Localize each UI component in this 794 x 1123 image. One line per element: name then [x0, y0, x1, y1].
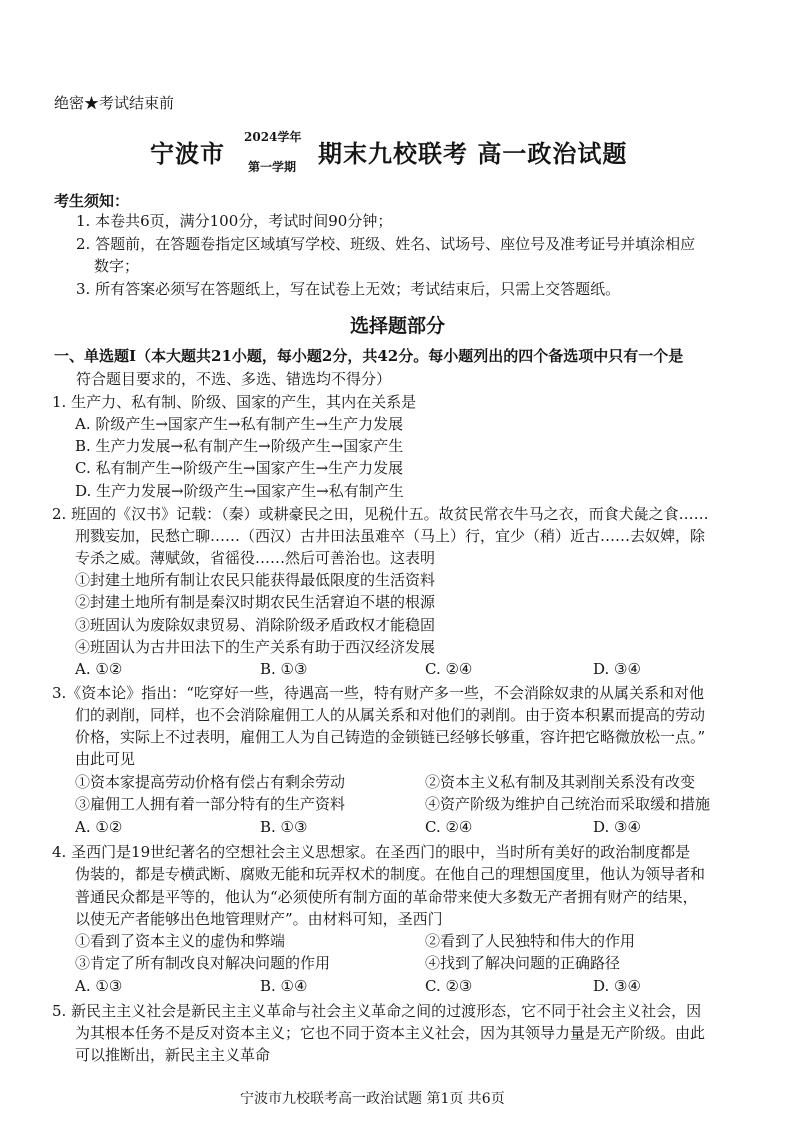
question-4-choice-b: B. ①④: [260, 977, 308, 995]
question-2-statement: ③班固认为废除奴隶贸易、消除阶级矛盾政权才能稳固: [75, 616, 436, 634]
question-4-choice-d: D. ③④: [593, 977, 641, 995]
notice-item: 2. 答题前，在答题卷指定区域填写学校、班级、姓名、试场号、座位号及准考证号并填涂相应: [76, 235, 696, 253]
question-4-statement: ①看到了资本主义的虚伪和弊端: [75, 932, 286, 950]
question-2-choice-a: A. ①②: [75, 660, 123, 678]
page-footer: 宁波市九校联考高一政治试题 第1页 共6页: [240, 1091, 505, 1107]
question-3-statement: ②资本主义私有制及其剥削关系没有改变: [425, 773, 696, 791]
question-4-statement: ④找到了解决问题的正确路径: [425, 954, 621, 972]
question-5-stem: 为其根本任务不是反对资本主义；它也不同于资本主义社会，因为其领导力量是无产阶级。由此: [75, 1024, 706, 1042]
question-4-stem: 普通民众都是平等的，他认为“必须使所有制方面的革命带来使大多数无产者拥有财产的结果，: [75, 888, 698, 906]
question-4-statement: ②看到了人民独特和伟大的作用: [425, 932, 636, 950]
question-3-stem: 价格，实际上不过表明，雇佣工人为自己铸造的金锁链已经够长够重，容许把它略微放松一点。”: [75, 728, 706, 746]
question-1-option-d: D. 生产力发展→阶级产生→国家产生→私有制产生: [75, 482, 404, 500]
title-term: 第一学期: [248, 160, 297, 174]
question-2-statement: ②封建土地所有制是秦汉时期农民生活窘迫不堪的根源: [75, 593, 436, 611]
notice-item: 1. 本卷共6页，满分100分，考试时间90分钟；: [76, 212, 393, 230]
notice-item: 数字；: [94, 257, 140, 275]
question-4-stem: 4. 圣西门是19世纪著名的空想社会主义思想家。在圣西门的眼中，当时所有美好的政治制度都是: [52, 843, 691, 861]
question-3-choice-b: B. ①③: [260, 818, 308, 836]
question-3-stem: 3.《资本论》指出：“吃穿好一些，待遇高一些，特有财产多一些，不会消除奴隶的从属关系和对他: [52, 684, 704, 702]
question-3-choice-d: D. ③④: [593, 818, 641, 836]
question-2-choice-b: B. ①③: [260, 660, 308, 678]
title-rest: 期末九校联考 高一政治试题: [318, 139, 628, 168]
question-1-option-b: B. 生产力发展→私有制产生→阶级产生→国家产生: [75, 437, 404, 455]
question-2-stem: 专杀之威。薄赋敛，省徭役……然后可善治也。这表明: [75, 549, 436, 567]
question-4-choice-a: A. ①③: [75, 977, 123, 995]
part-instructions: 符合题目要求的，不选、多选、错选均不得分）: [76, 370, 392, 388]
question-3-statement: ④资产阶级为维护自己统治而采取缓和措施: [425, 795, 711, 813]
question-3-statement: ③雇佣工人拥有着一部分特有的生产资料: [75, 795, 346, 813]
section-title: 选择题部分: [350, 315, 446, 337]
question-2-statement: ④班固认为古井田法下的生产关系有助于西汉经济发展: [75, 638, 436, 656]
question-2-choice-d: D. ③④: [593, 660, 641, 678]
question-5-stem: 5. 新民主主义社会是新民主主义革命与社会主义革命之间的过渡形态，它不同于社会主义社会，因: [52, 1002, 702, 1020]
question-3-stem: 由此可见: [75, 750, 136, 768]
question-4-statement: ③肯定了所有制改良对解决问题的作用: [75, 954, 331, 972]
question-2-statement: ①封建土地所有制让农民只能获得最低限度的生活资料: [75, 571, 436, 589]
part-instructions: 一、单选题Ⅰ（本大题共21小题，每小题2分，共42分。每小题列出的四个备选项中只有一个是: [54, 347, 684, 365]
question-3-statement: ①资本家提高劳动价格有偿占有剩余劳动: [75, 773, 346, 791]
question-5-stem: 可以推断出，新民主主义革命: [75, 1046, 271, 1064]
page-title: [150, 128, 670, 180]
question-4-stem: 伪装的，都是专横武断、腐败无能和玩弄权术的制度。在他自己的理想国度里，他认为领导者和: [75, 865, 706, 883]
title-year: 2024学年: [244, 130, 302, 144]
question-2-stem: 2. 班固的《汉书》记载：（秦）或耕豪民之田，见税什五。故贫民常衣牛马之衣，而食犬彘之食……: [52, 505, 709, 523]
notice-heading: 考生须知：: [54, 192, 130, 210]
confidential-label: 绝密★考试结束前: [54, 94, 175, 112]
question-2-choice-c: C. ②④: [425, 660, 473, 678]
question-3-choice-c: C. ②④: [425, 818, 473, 836]
notice-item: 3. 所有答案必须写在答题纸上，写在试卷上无效；考试结束后，只需上交答题纸。: [76, 280, 621, 298]
question-1-stem: 1. 生产力、私有制、阶级、国家的产生，其内在关系是: [52, 393, 417, 411]
question-1-option-a: A. 阶级产生→国家产生→私有制产生→生产力发展: [75, 415, 404, 433]
question-4-choice-c: C. ②③: [425, 977, 473, 995]
question-4-stem: 以使无产者能够出色地管理财产”。由材料可知，圣西门: [75, 910, 443, 928]
question-3-choice-a: A. ①②: [75, 818, 123, 836]
question-1-option-c: C. 私有制产生→阶级产生→国家产生→生产力发展: [75, 459, 404, 477]
title-city: 宁波市: [150, 139, 225, 168]
question-3-stem: 们的剥削，同样，也不会消除雇佣工人的从属关系和对他们的剥削。由于资本积累而提高的劳动: [75, 706, 706, 724]
question-2-stem: 刑戮妄加，民愁亡聊……（西汉）古井田法虽难卒（马上）行，宜少（稍）近古……去奴婢，除: [75, 527, 706, 545]
